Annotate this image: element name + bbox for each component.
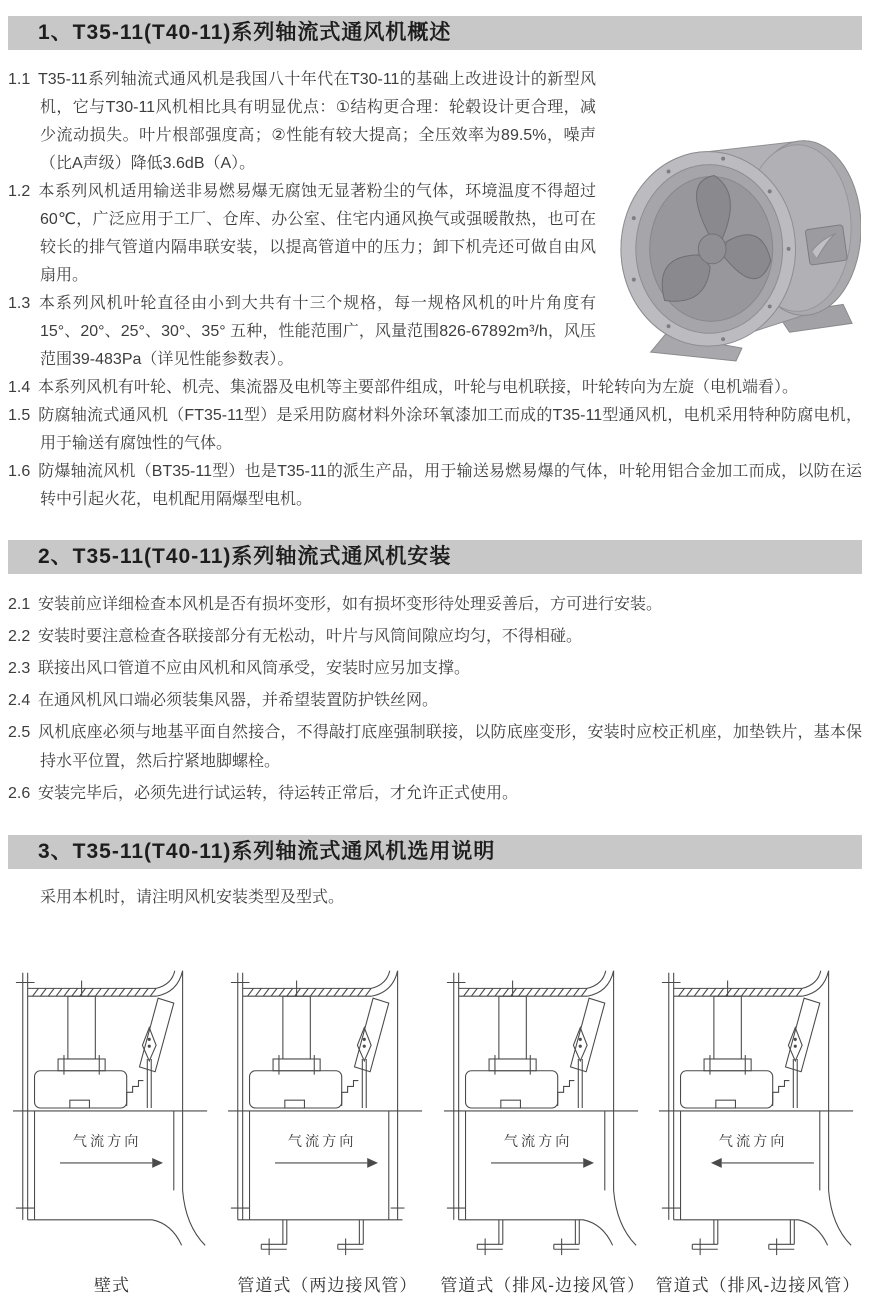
paragraph-2-5 <box>8 718 862 776</box>
item-number: 1.3 <box>8 295 31 312</box>
paragraph-2-3 <box>8 654 862 683</box>
item-number: 1.4 <box>8 379 31 396</box>
paragraph-2-6 <box>8 779 862 808</box>
item-text: 防爆轴流风机（BT35-11型）也是T35-11的派生产品，用于输送易燃易爆的气体，叶轮用铝合金加工而成，以防在运转中引起火花，电机配用隔爆型电机。 <box>38 463 862 508</box>
svg-text:气流方向: 气流方向 <box>288 1134 357 1151</box>
paragraph-2-2 <box>8 622 862 651</box>
item-number: 2.6 <box>8 785 31 802</box>
item-text: 联接出风口管道不应由风机和风筒承受，安装时应另加支撑。 <box>38 660 471 677</box>
section-2-header: 2、T35-11(T40-11)系列轴流式通风机安装 <box>8 540 862 574</box>
diagram-label: 壁式 <box>94 1276 130 1295</box>
item-number: 1.6 <box>8 463 31 480</box>
section-3-header: 3、T35-11(T40-11)系列轴流式通风机选用说明 <box>8 835 862 869</box>
installation-diagram-exhaust-1 <box>439 957 647 1296</box>
paragraph-1-5 <box>8 402 862 458</box>
item-text: T35-11系列轴流式通风机是我国八十年代在T30-11的基础上改进设计的新型风机，它与T30-11风机相比具有明显优点：①结构更合理：轮毂设计更合理，减少流动损失。叶片根部强度高；②性能有较大提高；全压效率为89.5%，噪声（比A声级）降低3.6dB（A）。 <box>38 71 596 172</box>
svg-text:气流方向: 气流方向 <box>503 1134 573 1151</box>
item-text: 安装时要注意检查各联接部分有无松动，叶片与风筒间隙应均匀，不得相碰。 <box>38 628 583 645</box>
installation-diagram-wall <box>8 957 216 1296</box>
installation-diagrams <box>8 957 862 1296</box>
item-number: 2.3 <box>8 660 31 677</box>
item-text: 安装前应详细检查本风机是否有损坏变形，如有损坏变形待处理妥善后，方可进行安装。 <box>38 596 663 613</box>
paragraph-1-6 <box>8 458 862 514</box>
svg-text:气流方向: 气流方向 <box>718 1134 788 1151</box>
item-number: 2.1 <box>8 596 31 613</box>
item-number: 1.2 <box>8 183 31 200</box>
item-number: 2.2 <box>8 628 31 645</box>
item-text: 本系列风机适用输送非易燃易爆无腐蚀无显著粉尘的气体，环境温度不得超过60℃，广泛应用于工厂、仓库、办公室、住宅内通风换气或强暖散热，也可在较长的排气管道内隔串联安装，以提高管道中的压力；卸下机壳还可做自由风扇用。 <box>38 183 596 284</box>
paragraph-2-4 <box>8 686 862 715</box>
axial-fan-illustration <box>611 110 861 362</box>
paragraph-1-4 <box>8 374 862 402</box>
item-text: 本系列风机叶轮直径由小到大共有十三个规格，每一规格风机的叶片角度有15°、20°、25°、30°、35° 五种，性能范围广，风量范围826-67892m³/h，风压范围39-483Pa（详见性能参数表）。 <box>38 295 596 368</box>
item-text: 防腐轴流式通风机（FT35-11型）是采用防腐材料外涂环氧漆加工而成的T35-11型通风机，电机采用特种防腐电机，用于输送有腐蚀性的气体。 <box>38 407 862 452</box>
section-1-content <box>8 66 862 514</box>
item-number: 2.4 <box>8 692 31 709</box>
svg-text:气流方向: 气流方向 <box>72 1134 142 1151</box>
section-3-intro: 采用本机时，请注明风机安装类型及型式。 <box>40 889 345 906</box>
item-text: 本系列风机有叶轮、机壳、集流器及电机等主要部件组成，叶轮与电机联接，叶轮转向为左旋（电机端看）。 <box>38 379 799 396</box>
item-number: 1.5 <box>8 407 31 424</box>
axial-fan-photo <box>610 66 862 362</box>
paragraph-2-1 <box>8 590 862 619</box>
exhaust-duct-diagram-reversed <box>655 957 861 1261</box>
section-1-header: 1、T35-11(T40-11)系列轴流式通风机概述 <box>8 16 862 50</box>
item-text: 安装完毕后，必须先进行试运转，待运转正常后，才允许正式使用。 <box>38 785 519 802</box>
duct-type-diagram <box>224 957 430 1261</box>
diagram-label: 管道式（两边接风管） <box>237 1276 418 1295</box>
item-number: 1.1 <box>8 71 31 88</box>
diagram-label: 管道式（排风-边接风管） <box>440 1276 645 1295</box>
section-2-content <box>8 590 862 811</box>
installation-diagram-duct-both <box>223 957 431 1296</box>
item-text: 风机底座必须与地基平面自然接合，不得敲打底座强制联接，以防底座变形，安装时应校正机座，加垫铁片，基本保持水平位置，然后拧紧地脚螺栓。 <box>38 724 862 770</box>
item-number: 2.5 <box>8 724 31 741</box>
installation-diagram-exhaust-2 <box>654 957 862 1296</box>
wall-type-diagram <box>9 957 215 1261</box>
exhaust-duct-diagram <box>440 957 646 1261</box>
item-text: 在通风机风口端必须装集风器，并希望装置防护铁丝网。 <box>38 692 439 709</box>
diagram-label: 管道式（排风-边接风管） <box>655 1276 861 1295</box>
